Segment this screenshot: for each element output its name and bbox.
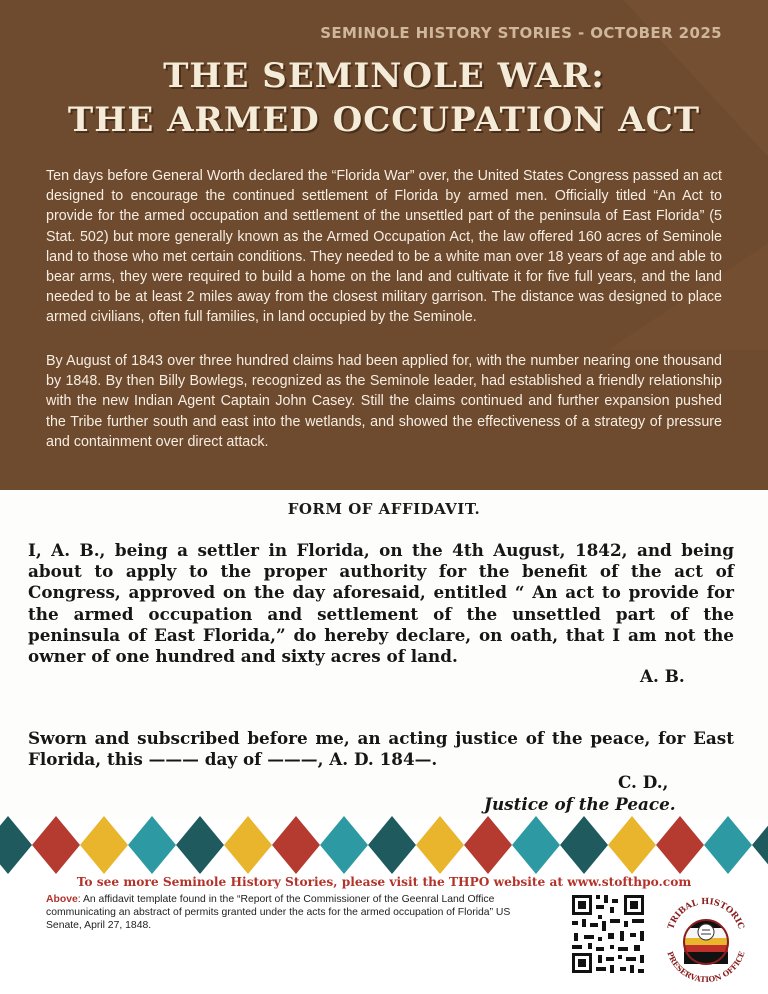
thpo-seal-logo	[658, 888, 754, 988]
seal-bottom-text: PRESERVATION OFFICE	[665, 950, 747, 985]
article-header-panel	[0, 0, 768, 490]
diamond-shape	[0, 816, 32, 874]
diamond-shape	[224, 816, 272, 874]
thpo-website-link[interactable]: To see more Seminole History Stories, please visit the THPO website at www.stofthpo.com	[76, 875, 692, 889]
diamond-shape	[704, 816, 752, 874]
seal-top-text: TRIBAL HISTORIC	[666, 896, 746, 931]
article-paragraph-1: Ten days before General Worth declared the “Florida War” over, the United States Congress passed an act designed to encourage the continued settlement of Florida by armed men. Officially titled “An Act to provide for the armed occupation and settlement of the unsettled part of the peninsula of East Florida” (5 Stat. 502) but more generally known as the Armed Occupation Act, the law offered 160 acres of Seminole land to those who met certain conditions. They needed to be a white man over 18 years of age and able to bear arms, they were required to build a home on the land and cultivate it for five full years, and the land needed to be at least 2 miles away from the closest military garrison. The distance was designed to place armed civilians, often full families, in land occupied by the Seminole.	[46, 168, 722, 326]
caption-lead: Above	[46, 894, 78, 905]
page-title-line-1: THE SEMINOLE WAR:	[163, 56, 605, 96]
article-paragraph-2: By August of 1843 over three hundred claims had been applied for, with the number nearing one thousand by 1848. By then Billy Bowlegs, recognized as the Seminole leader, had established a friendly relationship with the new Indian Agent Captain John Casey. Still the claims continued and further expansion pushed the Tribe further south and east into the wetlands, and showed the effectiveness of a strategy of pressure and containment over direct attack.	[46, 353, 722, 450]
affidavit-body-1: I, A. B., being a settler in Florida, on the 4th August, 1842, and being about to apply to the proper authority for the benefit of the act of Congress, approved on the day aforesaid, entitled “ An act to provide for the armed occupation and settlement of the unsettled part of the peninsula of East Florida,” do hereby declare, on oath, that I am not the owner of one hundred and sixty acres of land.	[28, 540, 734, 667]
diamond-shape	[608, 816, 656, 874]
diamond-shape	[272, 816, 320, 874]
series-label: SEMINOLE HISTORY STORIES - OCTOBER 2025	[320, 24, 722, 42]
image-caption	[46, 893, 516, 932]
diamond-shape	[176, 816, 224, 874]
diamond-shape	[128, 816, 176, 874]
diamond-shape	[368, 816, 416, 874]
diamond-shape	[80, 816, 128, 874]
affidavit-scan	[0, 490, 768, 820]
diamond-shape	[416, 816, 464, 874]
affidavit-heading: FORM OF AFFIDAVIT.	[287, 500, 481, 518]
affidavit-signer-cd: C. D.,	[618, 772, 669, 792]
diamond-shape	[656, 816, 704, 874]
caption-text: : An affidavit template found in the “Report of the Commissioner of the Geenral Land Office communicating an abstract of permits granted under the acts for the armed occupation of Florida” US Senate, April 27, 1848.	[46, 894, 511, 931]
diamond-shape	[464, 816, 512, 874]
qr-code-icon[interactable]	[570, 893, 646, 975]
affidavit-signer-ab: A. B.	[640, 666, 685, 686]
page-title-line-2: THE ARMED OCCUPATION ACT	[67, 100, 701, 140]
affidavit-body-2: Sworn and subscribed before me, an acting justice of the peace, for East Florida, this ——— day of ———, A. D. 184—.	[28, 728, 734, 770]
diamond-shape	[560, 816, 608, 874]
diamond-shape	[320, 816, 368, 874]
diamond-shape	[752, 816, 768, 874]
diamond-shape	[32, 816, 80, 874]
affidavit-signer-title: Justice of the Peace.	[484, 794, 676, 814]
diamond-shape	[512, 816, 560, 874]
diamond-pattern-band	[0, 816, 768, 876]
